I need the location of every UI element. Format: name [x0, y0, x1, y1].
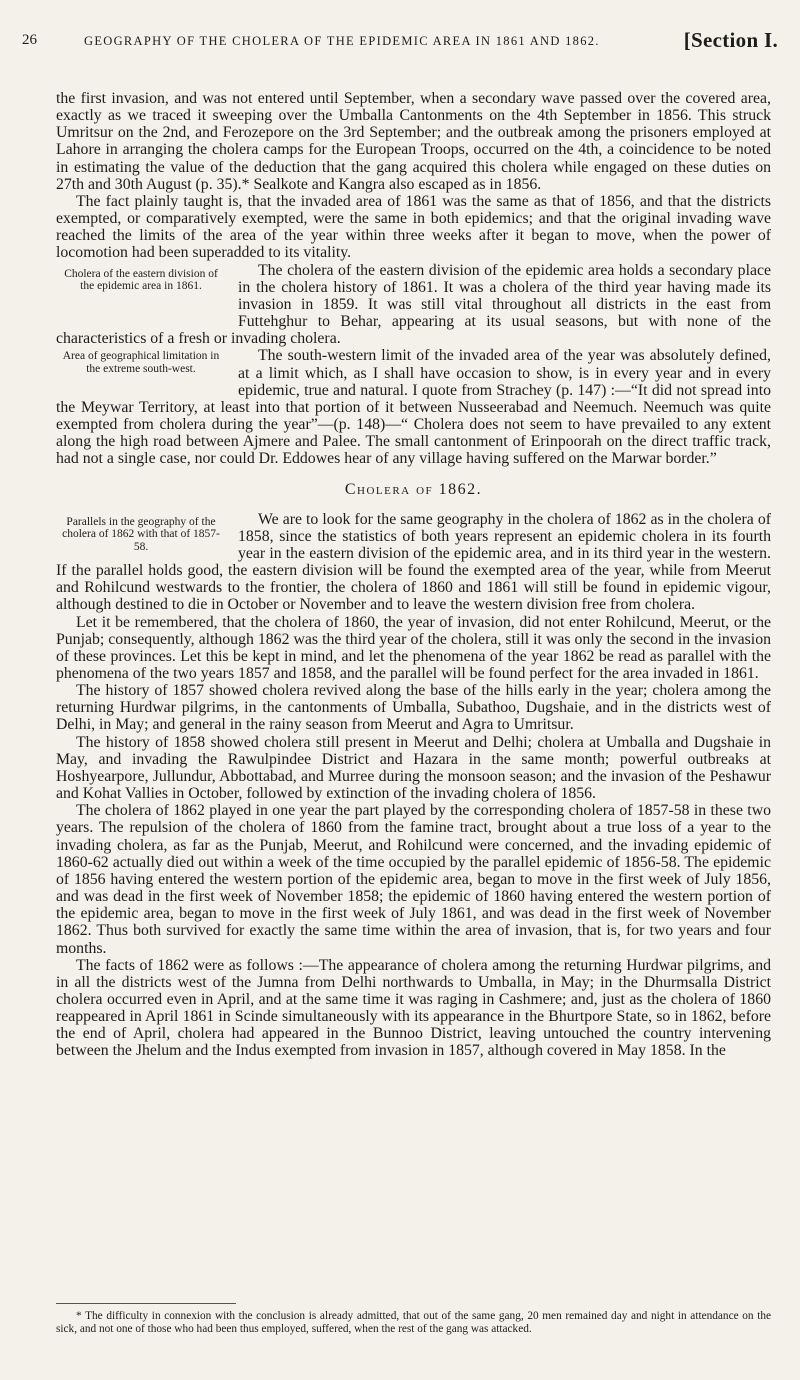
- paragraph: The history of 1857 showed cholera revived along the base of the hills early in the year; cholera among the returning Hurdwar pilgrims, in the cantonments of Umballa, Subathoo, Dugshaie, and in the districts west of Delhi, in May; and general in the rainy season from Meerut and Agra to Umritsur.: [56, 682, 771, 734]
- page-number: 26: [22, 32, 37, 48]
- running-header: [22, 30, 778, 56]
- margin-note: Area of geographical limitation in the extreme south-west.: [62, 350, 220, 375]
- section-label: [Section I.: [683, 28, 778, 52]
- running-title: GEOGRAPHY OF THE CHOLERA OF THE EPIDEMIC AREA IN 1861 AND 1862.: [84, 34, 600, 48]
- body-text: [56, 90, 771, 1060]
- margin-note: Parallels in the geography of the cholera of 1862 with that of 1857-58.: [62, 515, 220, 553]
- footnote-text: * The difficulty in connexion with the conclusion is already admitted, that out of the same gang, 20 men remained day and night in attendance on the sick, and not one of those who had been thus employed, suffered, when the rest of the gang was attacked.: [56, 1310, 771, 1336]
- paragraph: We are to look for the same geography in the cholera of 1862 as in the cholera of 1858, since the statistics of both years represent an epidemic cholera in its fourth year in the eastern division of the epidemic area, and in its third year in the western. If the parallel holds good, the eastern division will be found the exempted area of the year, while from Meerut and Rohilcund westwards to the frontier, the cholera of 1860 and 1861 will still be found in epidemic vigour, although destined to die in October or November and to leave the western division free from cholera.: [56, 510, 771, 614]
- paragraph: The fact plainly taught is, that the invaded area of 1861 was the same as that of 1856, and that the districts exempted, or comparatively exempted, were the same in both epidemics; and that the original invading wave reached the limits of the area of the year within three weeks after it began to move, when the power of locomotion had been superadded to its vitality.: [56, 192, 771, 262]
- margin-note: Cholera of the eastern division of the epidemic area in 1861.: [64, 267, 218, 293]
- paragraph: The cholera of 1862 played in one year the part played by the corresponding cholera of 1857-58 in these two years. The repulsion of the cholera of 1860 from the famine tract, brought about a true loss of a year to the invading cholera, as far as the Punjab, Meerut, and Rohilcund were concerned, and the invading epidemic of 1860-62 actually died out within a week of the time occupied by the parallel epidemic of 1856-58. The epidemic of 1856 having entered the western portion of the epidemic area, began to move in the first week of July 1856, and was dead in the first week of November 1858; the epidemic of 1860 having entered the western portion of the epidemic area, began to move in the first week of July 1861, and was dead in the first week of November 1862. Thus both survived for exactly the same time within the area of invasion, that is, for two years and four months.: [56, 802, 771, 957]
- footnote: [56, 1310, 771, 1336]
- paragraph: The history of 1858 showed cholera still present in Meerut and Delhi; cholera at Umballa and Dugshaie in May, and invading the Rawulpindee District and Hazara in the same month; powerful outbreaks at Hoshyearpore, Jullundur, Abbottabad, and Murree during the monsoon season; and the invasion of the Peshawur and Kohat Vallies in October, followed by extinction of the invading cholera of 1856.: [56, 733, 771, 803]
- paragraph: The facts of 1862 were as follows :—The appearance of cholera among the returning Hurdwar pilgrims, and in all the districts west of the Jumna from Delhi northwards to Umballa, in May; in the Dhurmsalla District cholera occurred even in April, and at the same time it was raging in Cashmere; and, just as the cholera of 1860 reappeared in April 1861 in Scinde simultaneously with its appearance in the Bhurtpore State, so in 1862, before the end of April, cholera had appeared in the Bunnoo District, leaving untouched the country intervening between the Jhelum and the Indus exempted from invasion in 1857, although covered in May 1858. In the: [56, 956, 771, 1060]
- section-heading: Cholera of 1862.: [344, 481, 483, 499]
- paragraph: The cholera of the eastern division of the epidemic area holds a secondary place in the cholera history of 1861. It was a cholera of the third year having made its invasion in 1859. It was still vital throughout all districts in the east from Futtehghur to Behar, appearing at its usual seasons, but with none of the characteristics of a fresh or invading cholera.: [56, 261, 771, 348]
- footnote-divider: [56, 1303, 236, 1304]
- paragraph: Let it be remembered, that the cholera of 1860, the year of invasion, did not enter Rohilcund, Meerut, or the Punjab; consequently, although 1862 was the third year of the cholera, still it was only the second in the invasion of these provinces. Let this be kept in mind, and let the phenomena of the year 1862 be read as parallel with the phenomena of the two years 1857 and 1858, and the parallel will be found perfect for the area invaded in 1861.: [56, 613, 771, 682]
- paragraph: The south-western limit of the invaded area of the year was absolutely defined, at a limit which, as I shall have occasion to show, is in every year and in every epidemic, true and natural. I quote from Strachey (p. 147) :—“It did not spread into the Meywar Territory, at least into that portion of it between Nusseerabad and Neemuch. Neemuch was quite exempted from cholera during the year”—(p. 148)—“ Cholera does not seem to have prevailed to any extent along the high road between Ajmere and Palee. The small cantonment of Erinpoorah on the direct traffic track, had not a single case, nor could Dr. Eddowes hear of any village having suffered on the Marwar border.”: [56, 347, 771, 468]
- paragraph: the first invasion, and was not entered until September, when a secondary wave passed over the covered area, exactly as we traced it sweeping over the Umballa Cantonments on the 4th September in 1856. This struck Umritsur on the 2nd, and Ferozepore on the 3rd September; and the outbreak among the prisoners employed at Lahore in arranging the cholera camps for the European Troops, occurred on the 4th, a coincidence to be noted in estimating the value of the deduction that the gang acquired this cholera while engaged on these duties on 27th and 30th August (p. 35).* Sealkote and Kangra also escaped as in 1856.: [56, 90, 771, 193]
